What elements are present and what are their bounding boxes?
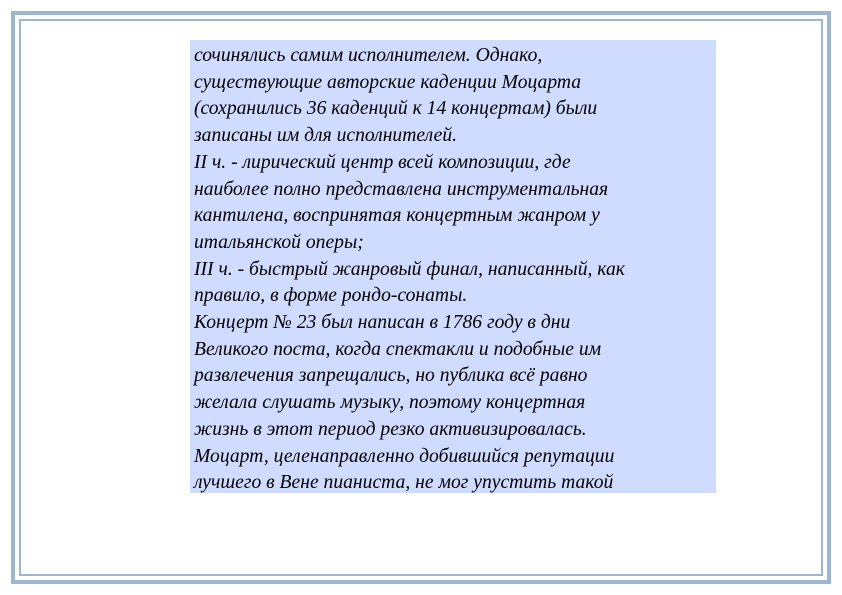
text-line: Концерт № 23 был написан в 1786 году в дни <box>194 312 571 334</box>
text-line: существующие авторские каденции Моцарта <box>194 71 582 93</box>
text-line: сочинялись самим исполнителем. Однако, <box>194 45 543 66</box>
text-line: II ч. - лирический центр всей композиции, где <box>194 151 571 173</box>
text-line: Моцарт, целенаправленно добившийся репутации <box>194 445 615 467</box>
text-line: III ч. - быстрый жанровый финал, написанный, как <box>194 258 625 280</box>
text-line: развлечения запрещались, но публика всё равно <box>194 365 588 387</box>
text-line: правило, в форме рондо-сонаты. <box>194 285 468 307</box>
text-line: лучшего в Вене пианиста, не мог упустить такой <box>194 472 614 493</box>
text-line: жизнь в этот период резко активизировалась. <box>194 418 587 440</box>
text-line: (сохранились 36 каденций к 14 концертам) были <box>194 98 598 120</box>
text-line: желала слушать музыку, поэтому концертная <box>194 392 586 414</box>
text-line: кантилена, воспринятая концертным жанром у <box>194 205 600 227</box>
text-line: итальянской оперы; <box>194 231 364 253</box>
text-line: записаны им для исполнителей. <box>194 125 458 147</box>
text-line: Великого поста, когда спектакли и подобные им <box>194 338 602 360</box>
slide-text-box <box>190 40 716 493</box>
text-line: наиболее полно представлена инструментальная <box>194 178 609 200</box>
